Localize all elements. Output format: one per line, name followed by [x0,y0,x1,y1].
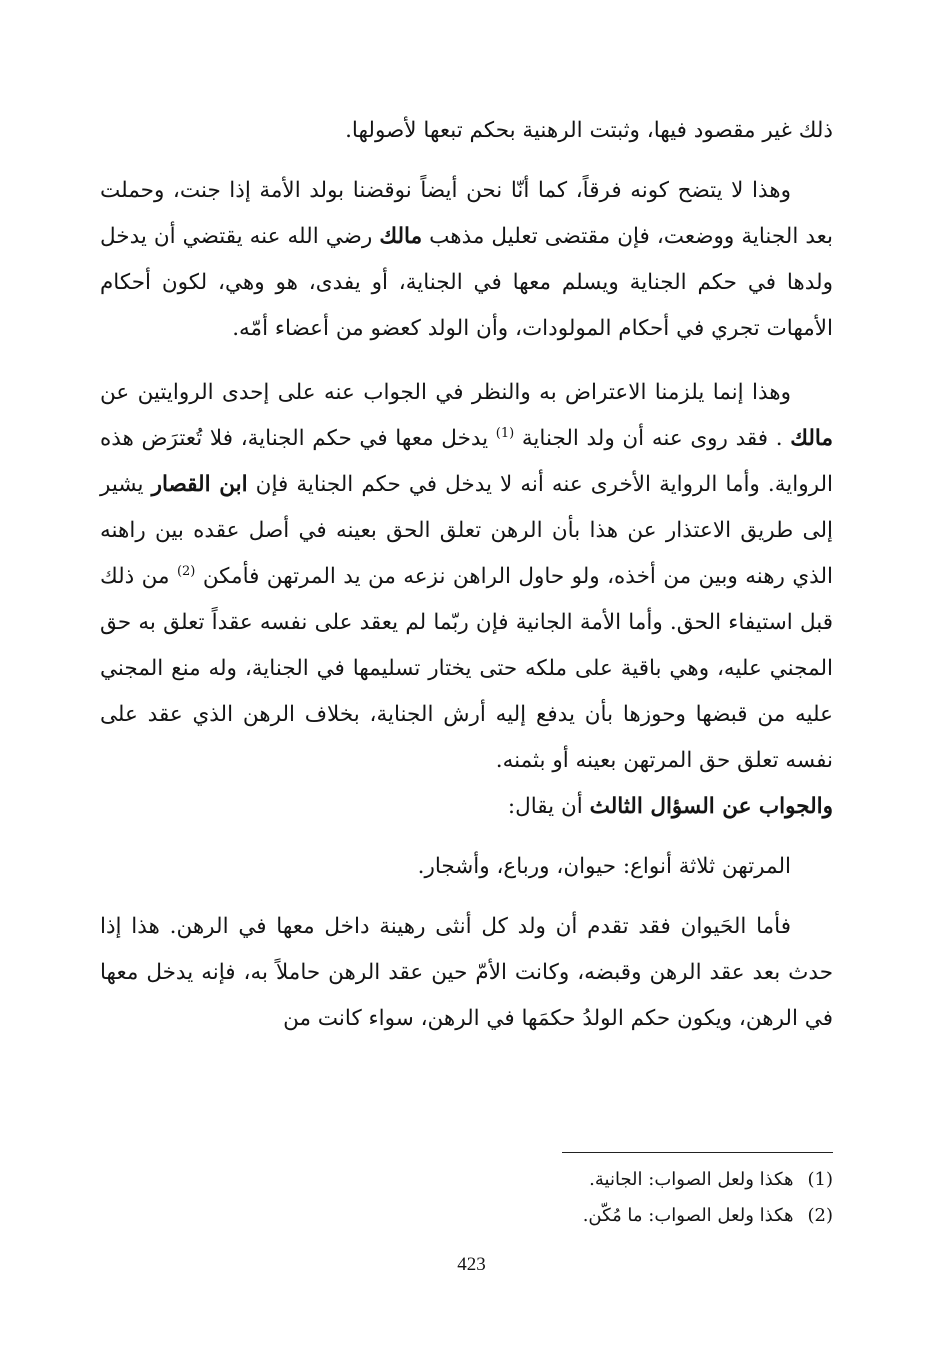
footnote-2-text: هكذا ولعل الصواب: ما مُكّن. [582,1205,794,1226]
paragraph-5-text: فأما الحَيوان فقد تقدم أن ولد كل أنثى رهينة داخل معها في الرهن. هذا إذا حدث بعد عقد الرهن وقبضه، وكانت الأمّ حين عقد الرهن حاملاً به، فإنه يدخل معها في الرهن، ويكون حكم الولدُ حكمَها في الرهن، سواء كانت من [100,914,833,1031]
paragraph-3-bold-name-2: ابن القصار [151,472,248,497]
paragraph-1 [100,108,833,154]
footnote-ref-1[interactable]: (1) [495,425,515,441]
paragraph-2-text-rest: رضي الله عنه يقتضي أن يدخل ولدها في حكم الجناية ويسلم معها في الجناية، أو يفدى، هو وهي، لكون أحكام الأمهات تجري في أحكام المولودات، وأن الولد كعضو من أعضاء أمّه. [100,224,833,341]
paragraph-1-text: ذلك غير مقصود فيها، وثبتت الرهنية بحكم تبعها لأصولها. [345,118,833,143]
paragraph-3-text-c: يدخل معها في حكم الجناية، فلا تُعترَض هذه الرواية. وأما الرواية الأخرى عنه أنه لا يدخل في حكم الجناية فإن [100,426,833,497]
paragraph-4 [100,844,833,890]
paragraph-3-text-d: يشير إلى طريق الاعتذار عن هذا بأن الرهن تعلق الحق بعينه في أصل عقده بين راهنه الذي رهنه وبين من أخذه، ولو حاول الراهن نزعه من يد المرتهن فأمكن [100,472,833,589]
footnote-2 [300,1198,833,1234]
footnote-ref-2[interactable]: (2) [176,563,196,579]
main-text [100,108,833,1042]
footnotes [300,1162,833,1234]
footnote-1-number: (1) [807,1169,833,1190]
paragraph-2 [100,168,833,352]
paragraph-2-bold-name: مالك [379,224,423,249]
section-heading-rest: أن يقال: [507,794,583,819]
paragraph-2-text: وهذا لا يتضح كونه فرقاً، كما أنّا نحن أيضاً نوقضنا بولد الأمة إذا جنت، وحملت بعد الجناية ووضعت، فإن مقتضى تعليل مذهب [100,178,833,249]
paragraph-3-text-e: من ذلك قبل استيفاء الحق. وأما الأمة الجانية فإن ربّما لم يعقد على نفسه عقداً تعلق به حق المجني عليه، وهي باقية على ملكه حتى يختار تسليمها في الجناية، وله منع المجني عليه من قبضها وحوزها بأن يدفع إليه أرش الجناية، بخلاف الرهن الذي عقد على نفسه تعلق حق المرتهن بعينه أو بثمنه. [100,564,833,773]
paragraph-3 [100,370,833,784]
footnote-divider [562,1152,833,1153]
paragraph-3-text-b: . فقد روى عنه أن ولد الجناية [521,426,783,451]
footnote-1 [300,1162,833,1198]
paragraph-3-bold-name-1: مالك [790,426,833,451]
footnote-1-text: هكذا ولعل الصواب: الجانية. [589,1169,794,1190]
paragraph-4-text: المرتهن ثلاثة أنواع: حيوان، ورباع، وأشجار. [417,854,791,879]
section-heading [100,784,833,830]
paragraph-3-text-a: وهذا إنما يلزمنا الاعتراض به والنظر في الجواب عنه على إحدى الروايتين عن [100,380,791,405]
section-heading-bold: والجواب عن السؤال الثالث [589,794,833,819]
paragraph-5 [100,904,833,1042]
footnote-2-number: (2) [807,1205,833,1226]
page-number: 423 [457,1254,486,1275]
